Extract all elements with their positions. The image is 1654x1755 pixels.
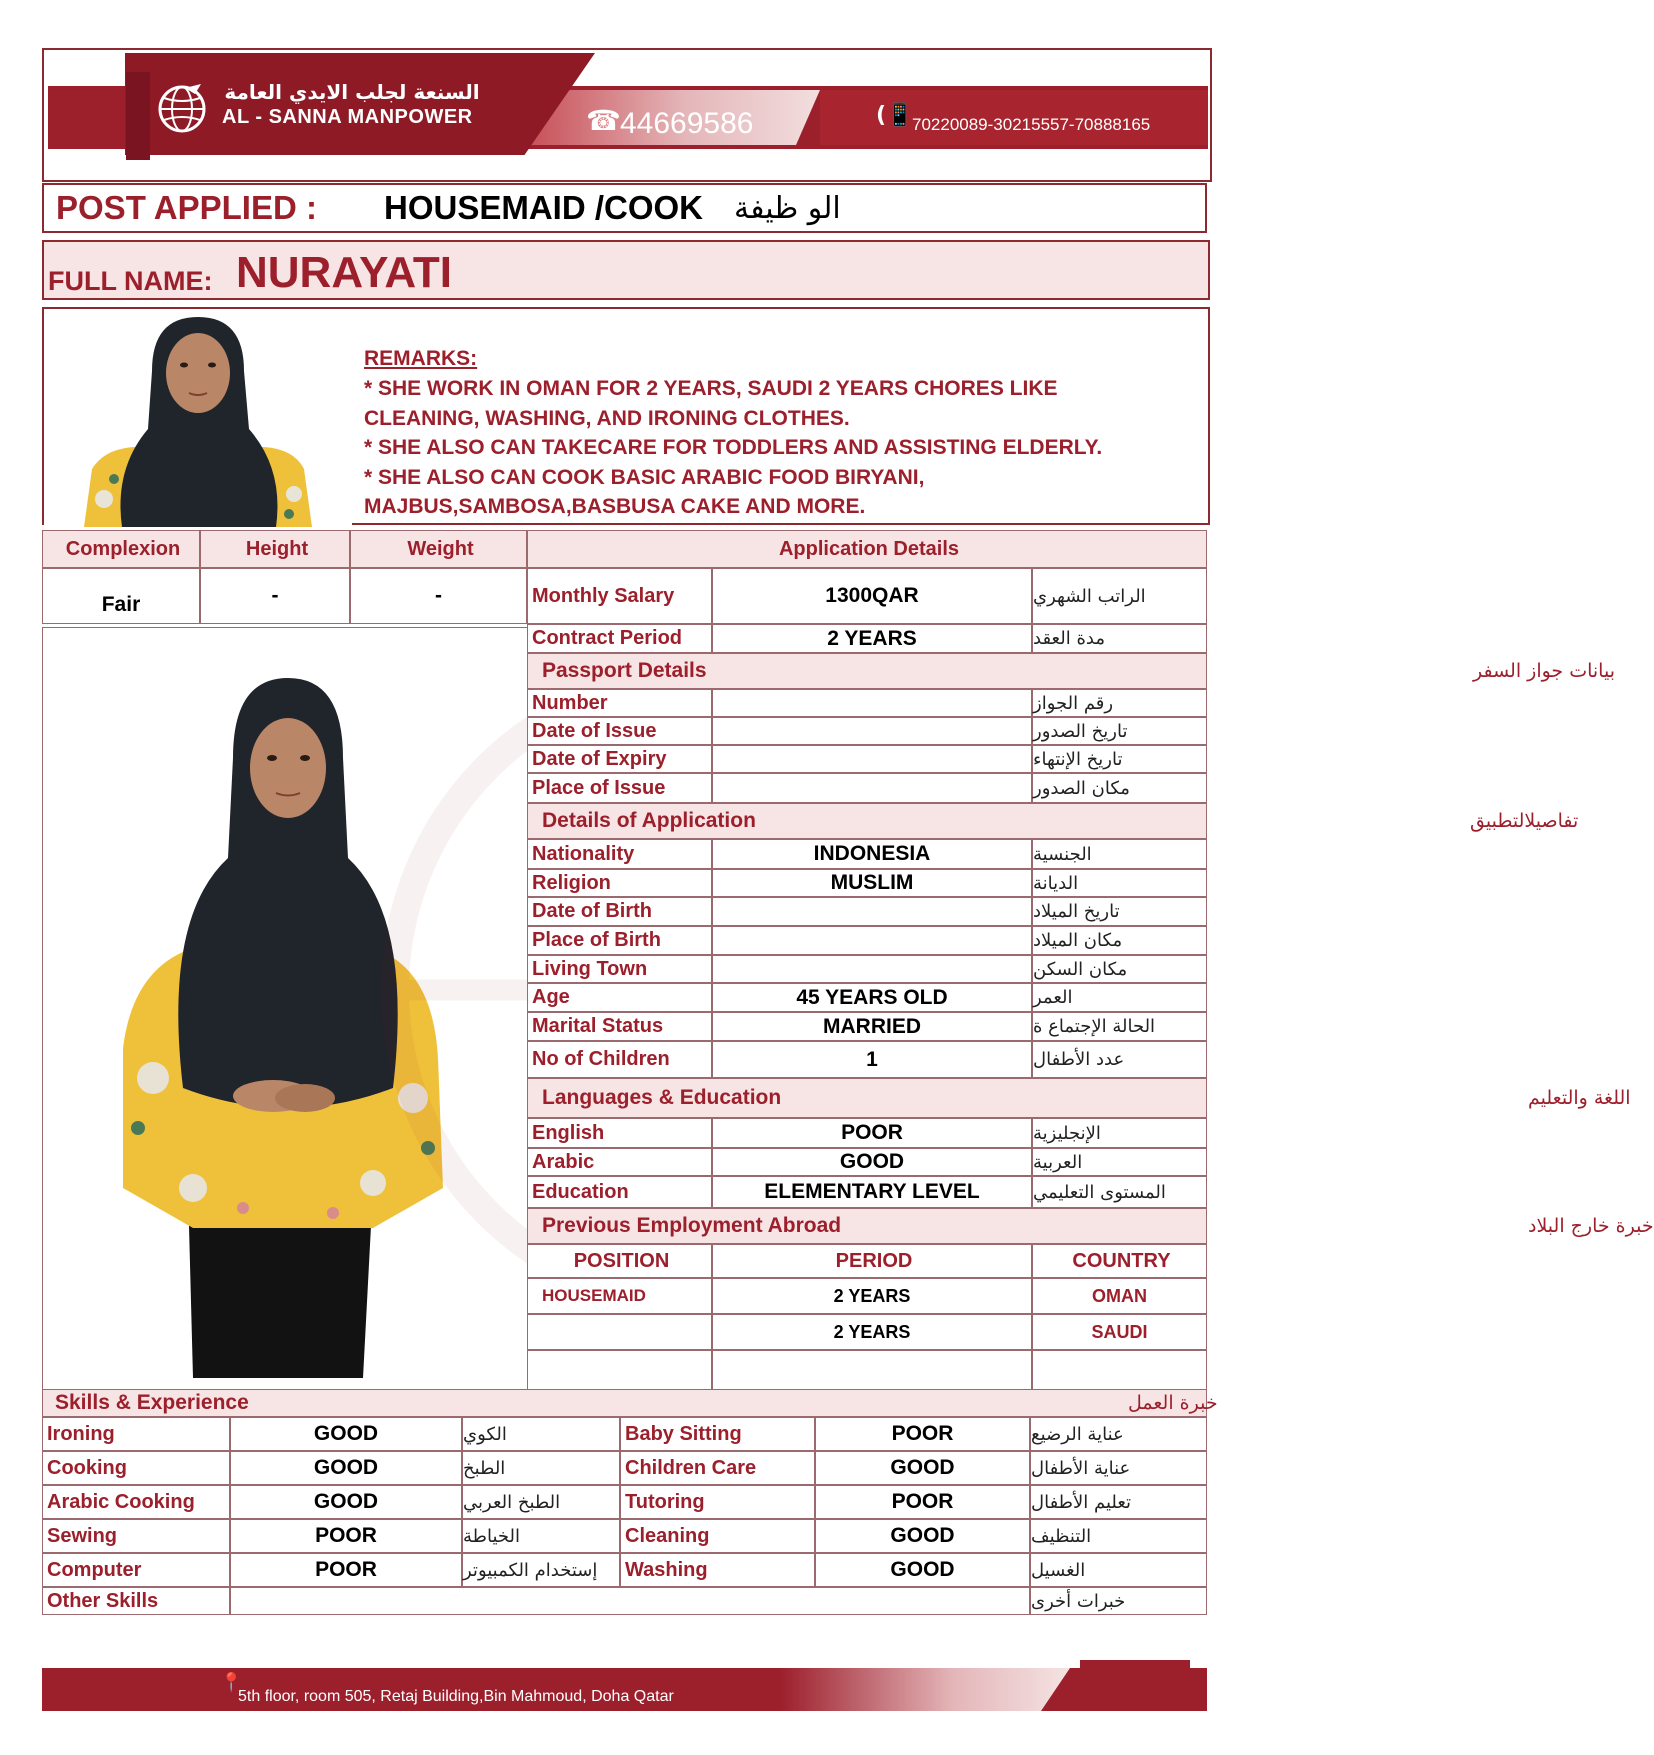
passport-field-label: Place of Issue — [527, 773, 712, 803]
employment-section-title: Previous Employment Abroad — [542, 1214, 842, 1237]
monthly-salary-label: Monthly Salary — [527, 568, 712, 624]
language-field-value: POOR — [712, 1118, 1032, 1148]
skill-rating: GOOD — [815, 1451, 1030, 1485]
detail-field-value: INDONESIA — [712, 839, 1032, 869]
language-field-value: ELEMENTARY LEVEL — [712, 1176, 1032, 1208]
passport-field-label: Date of Issue — [527, 717, 712, 745]
detail-field-arabic: العمر — [1032, 983, 1207, 1012]
contract-period-label: Contract Period — [527, 624, 712, 653]
post-applied-arabic: الو ظيفة — [734, 191, 841, 226]
skill-arabic: إستخدام الكمبيوتر — [462, 1553, 620, 1587]
complexion-value: Fair — [42, 568, 200, 624]
skill-rating: GOOD — [230, 1485, 462, 1519]
passport-field-arabic: رقم الجواز — [1032, 689, 1207, 717]
languages-section-header — [527, 1078, 1631, 1118]
detail-field-value: 45 YEARS OLD — [712, 983, 1032, 1012]
period-cell: 2 YEARS — [712, 1278, 1032, 1314]
country-cell: OMAN — [1032, 1278, 1207, 1314]
remarks-title: REMARKS: — [364, 347, 478, 370]
position-header: POSITION — [527, 1244, 712, 1278]
language-field-label: English — [527, 1118, 712, 1148]
passport-section-arabic: بيانات جواز السفر — [1473, 660, 1615, 682]
application-details-header: Application Details — [527, 530, 1207, 568]
detail-field-label: Marital Status — [527, 1012, 712, 1041]
remark-line: * SHE ALSO CAN TAKECARE FOR TODDLERS AND ASSISTING ELDERLY. — [364, 436, 1103, 459]
height-header: Height — [200, 530, 350, 568]
skill-label: Cleaning — [620, 1519, 815, 1553]
position-cell: HOUSEMAID — [527, 1278, 712, 1314]
details-section-header — [527, 803, 1579, 839]
weight-value: - — [350, 568, 527, 624]
full-name-value: NURAYATI — [236, 248, 452, 297]
detail-field-value — [712, 897, 1032, 926]
candidate-portrait — [44, 309, 354, 527]
passport-field-value — [712, 717, 1032, 745]
skill-label: Washing — [620, 1553, 815, 1587]
skill-arabic: عناية الرضيع — [1030, 1417, 1207, 1451]
skill-rating: GOOD — [815, 1519, 1030, 1553]
remark-line: * SHE WORK IN OMAN FOR 2 YEARS, SAUDI 2 YEARS CHORES LIKE — [364, 377, 1058, 400]
detail-field-value: MARRIED — [712, 1012, 1032, 1041]
language-field-arabic: العربية — [1032, 1148, 1207, 1176]
footer-address: 5th floor, room 505, Retaj Building,Bin Mahmoud, Doha Qatar — [238, 1688, 674, 1705]
detail-field-label: Age — [527, 983, 712, 1012]
passport-field-label: Date of Expiry — [527, 745, 712, 773]
passport-field-value — [712, 689, 1032, 717]
contract-period-value: 2 YEARS — [712, 624, 1032, 653]
skill-rating: POOR — [230, 1519, 462, 1553]
telephone-icon: ☎ — [586, 104, 621, 137]
skill-label: Cooking — [42, 1451, 230, 1485]
detail-field-label: Nationality — [527, 839, 712, 869]
skill-arabic: الكوي — [462, 1417, 620, 1451]
country-cell — [1032, 1350, 1207, 1390]
other-skills-label: Other Skills — [42, 1587, 230, 1615]
skill-label: Baby Sitting — [620, 1417, 815, 1451]
skill-label: Children Care — [620, 1451, 815, 1485]
detail-field-arabic: مكان السكن — [1032, 955, 1207, 983]
passport-field-value — [712, 745, 1032, 773]
company-name-arabic: السنعة لجلب الايدي العامة — [224, 80, 480, 104]
skill-rating: POOR — [815, 1417, 1030, 1451]
language-field-value: GOOD — [712, 1148, 1032, 1176]
detail-field-value: 1 — [712, 1041, 1032, 1078]
passport-section-title: Passport Details — [542, 659, 707, 682]
language-field-arabic: الإنجليزية — [1032, 1118, 1207, 1148]
detail-field-arabic: عدد الأطفال — [1032, 1041, 1207, 1078]
employment-section-header — [527, 1208, 1654, 1244]
remark-line: MAJBUS,SAMBOSA,BASBUSA CAKE AND MORE. — [364, 495, 866, 518]
post-applied-row — [42, 183, 1207, 233]
other-skills-value — [230, 1587, 1030, 1615]
detail-field-value — [712, 955, 1032, 983]
language-field-arabic: المستوى التعليمي — [1032, 1176, 1207, 1208]
details-section-title: Details of Application — [542, 809, 756, 832]
footer-band-right — [1080, 1660, 1190, 1711]
details-section-arabic: تفاصيلالتطبيق — [1470, 810, 1579, 832]
skills-section-title: Skills & Experience — [55, 1391, 249, 1414]
contract-period-arabic: مدة العقد — [1032, 624, 1207, 653]
country-header: COUNTRY — [1032, 1244, 1207, 1278]
detail-field-label: No of Children — [527, 1041, 712, 1078]
passport-section-header — [527, 653, 1615, 689]
languages-section-title: Languages & Education — [542, 1086, 782, 1109]
position-cell — [527, 1350, 712, 1390]
passport-field-arabic: تاريخ الصدور — [1032, 717, 1207, 745]
skill-rating: GOOD — [230, 1417, 462, 1451]
detail-field-arabic: الديانة — [1032, 869, 1207, 897]
detail-field-arabic: تاريخ الميلاد — [1032, 897, 1207, 926]
detail-field-label: Place of Birth — [527, 926, 712, 955]
period-cell — [712, 1350, 1032, 1390]
detail-field-label: Religion — [527, 869, 712, 897]
remarks-box — [352, 307, 1210, 525]
passport-field-value — [712, 773, 1032, 803]
skill-label: Computer — [42, 1553, 230, 1587]
skills-section-arabic: خبرة العمل — [1128, 1392, 1218, 1414]
period-cell: 2 YEARS — [712, 1314, 1032, 1350]
monthly-salary-arabic: الراتب الشهري — [1032, 568, 1207, 624]
location-pin-icon: 📍 — [220, 1672, 243, 1693]
full-name-label: FULL NAME: — [48, 266, 213, 296]
skill-label: Tutoring — [620, 1485, 815, 1519]
skill-label: Sewing — [42, 1519, 230, 1553]
detail-field-label: Date of Birth — [527, 897, 712, 926]
small-photo — [42, 307, 352, 525]
other-skills-arabic: خبرات أخرى — [1030, 1587, 1207, 1615]
language-field-label: Arabic — [527, 1148, 712, 1176]
full-name-row — [42, 240, 1210, 300]
detail-field-arabic: الجنسية — [1032, 839, 1207, 869]
phone-number: 44669586 — [620, 107, 754, 140]
period-header: PERIOD — [712, 1244, 1032, 1278]
languages-section-arabic: اللغة والتعليم — [1528, 1087, 1631, 1109]
skill-arabic: الغسيل — [1030, 1553, 1207, 1587]
skill-label: Ironing — [42, 1417, 230, 1451]
monthly-salary-value: 1300QAR — [712, 568, 1032, 624]
detail-field-value: MUSLIM — [712, 869, 1032, 897]
detail-field-value — [712, 926, 1032, 955]
skill-label: Arabic Cooking — [42, 1485, 230, 1519]
detail-field-arabic: الحالة الإجتماع ة — [1032, 1012, 1207, 1041]
skill-rating: POOR — [815, 1485, 1030, 1519]
skill-arabic: تعليم الأطفال — [1030, 1485, 1207, 1519]
language-field-label: Education — [527, 1176, 712, 1208]
height-value: - — [200, 568, 350, 624]
country-cell: SAUDI — [1032, 1314, 1207, 1350]
mobile-numbers: 70220089-30215557-70888165 — [912, 115, 1151, 134]
globe-logo-icon — [155, 82, 209, 136]
remark-line: CLEANING, WASHING, AND IRONING CLOTHES. — [364, 407, 850, 430]
header-accent-bar — [126, 72, 150, 160]
employment-section-arabic: خبرة خارج البلاد — [1528, 1215, 1654, 1237]
detail-field-label: Living Town — [527, 955, 712, 983]
footer-band-highlight — [780, 1668, 1070, 1711]
post-applied-value: HOUSEMAID /COOK — [384, 189, 704, 226]
skill-arabic: الخياطة — [462, 1519, 620, 1553]
weight-header: Weight — [350, 530, 527, 568]
skill-arabic: التنظيف — [1030, 1519, 1207, 1553]
skills-section-header — [42, 1389, 1218, 1417]
passport-field-label: Number — [527, 689, 712, 717]
company-name: AL - SANNA MANPOWER — [222, 106, 473, 128]
detail-field-arabic: مكان الميلاد — [1032, 926, 1207, 955]
skill-arabic: عناية الأطفال — [1030, 1451, 1207, 1485]
mobile-phone-icon: (📱 — [876, 103, 914, 128]
skill-rating: GOOD — [815, 1553, 1030, 1587]
passport-field-arabic: مكان الصدور — [1032, 773, 1207, 803]
skill-arabic: الطبخ — [462, 1451, 620, 1485]
passport-field-arabic: تاريخ الإنتهاء — [1032, 745, 1207, 773]
skill-rating: GOOD — [230, 1451, 462, 1485]
remark-line: * SHE ALSO CAN COOK BASIC ARABIC FOOD BIRYANI, — [364, 466, 925, 489]
position-cell — [527, 1314, 712, 1350]
skill-rating: POOR — [230, 1553, 462, 1587]
post-applied-label: POST APPLIED : — [56, 189, 317, 226]
complexion-header: Complexion — [42, 530, 200, 568]
skill-arabic: الطبخ العربي — [462, 1485, 620, 1519]
